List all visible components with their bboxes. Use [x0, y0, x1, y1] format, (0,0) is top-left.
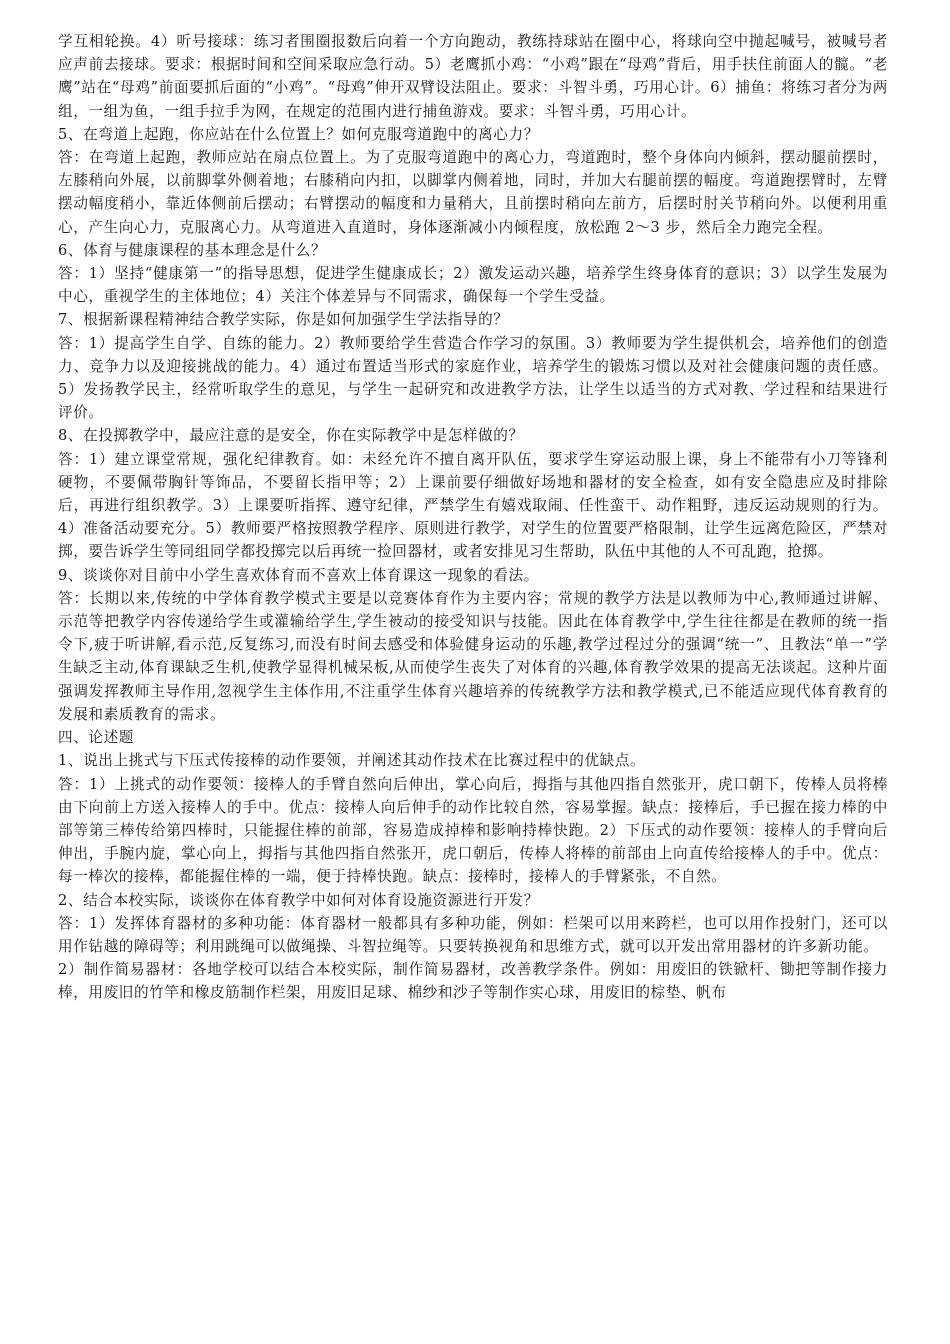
- answer-9: 答：长期以来,传统的中学体育教学模式主要是以竞赛体育作为主要内容；常规的教学方法是以教师为中心,教师通过讲解、示范等把教学内容传递给学生或灌输给学生,学生被动的接受知识与技能。因此在体育教学中,学生往往都是在教师的统一指令下,疲于听讲解,看示范,反复练习,而没有时间去感受和体验健身运动的乐趣,教学过程过分的强调“统一”、且教法“单一”学生缺乏主动,体育课缺乏生机,使教学显得机械呆板,从而使学生丧失了对体育的兴趣,体育教学效果的提高无法谈起。这种片面强调发挥教师主导作用,忽视学生主体作用,不注重学生体育兴趣培养的传统教学方法和教学模式,已不能适应现代体育教育的发展和素质教育的需求。: [58, 589, 888, 723]
- essay-answer-1: 答：1）上挑式的动作要领：接棒人的手臂自然向后伸出，掌心向后，拇指与其他四指自然张开，虎口朝下，传棒人员将棒由下向前上方送入接棒人的手中。优点：接棒人向后伸手的动作比较自然，容易掌握。缺点：接棒后，手已握在接力棒的中部等第三棒传给第四棒时，只能握住棒的前部，容易造成掉棒和影响持棒快跑。2）下压式的动作要领：接棒人的手臂向后伸出，手腕内旋，掌心向上，拇指与其他四指自然张开，虎口朝后，传棒人将棒的前部由上向直传给接棒人的手中。优点：每一棒次的接棒，都能握住棒的一端，便于持棒快跑。缺点：接棒时，接棒人的手臂紧张，不自然。: [58, 775, 888, 886]
- essay-question-2: 2、结合本校实际，谈谈你在体育教学中如何对体育设施资源进行开发？: [58, 891, 539, 909]
- document-page: [58, 30, 888, 1005]
- question-5: 5、在弯道上起跑，你应站在什么位置上？如何克服弯道跑中的离心力？: [58, 125, 539, 143]
- question-8: 8、在投掷教学中，最应注意的是安全，你在实际教学中是怎样做的？: [58, 427, 524, 445]
- answer-5: 答：在弯道上起跑，教师应站在扇点位置上。为了克服弯道跑中的离心力，弯道跑时，整个身体向内倾斜，摆动腿前摆时，左膝稍向外展，以前脚掌外侧着地；右膝稍向内扣，以脚掌内侧着地，同时，并加大右腿前摆的幅度。弯道跑摆臂时，左臂摆动幅度稍小，靠近体侧前后摆动；右臂摆动的幅度和力量稍大，且前摆时稍向左前方，后摆时肘关节稍向外。以便利用重心，产生向心力，克服离心力。从弯道进入直道时，身体逐渐减小内倾程度，放松跑 2～3 步，然后全力跑完全程。: [58, 149, 888, 236]
- answer-6: 答：1）坚持“健康第一”的指导思想，促进学生健康成长；2）激发运动兴趣，培养学生终身体育的意识；3）以学生发展为中心，重视学生的主体地位；4）关注个体差异与不同需求，确保每一个学生受益。: [58, 265, 888, 306]
- answer-7: 答：1）提高学生自学、自练的能力。2）教师要给学生营造合作学习的氛围。3）教师要为学生提供机会，培养他们的创造力、竞争力以及迎接挑战的能力。4）通过布置适当形式的家庭作业，培养学生的锻炼习惯以及对社会健康问题的责任感。5）发扬教学民主，经常听取学生的意见，与学生一起研究和改进教学方法，让学生以适当的方式对教、学过程和结果进行评价。: [58, 334, 888, 422]
- answer-8: 答：1）建立课堂常规，强化纪律教育。如：未经允许不擅自离开队伍，要求学生穿运动服上课，身上不能带有小刀等锋利硬物，不要佩带胸针等饰品，不要留长指甲等；2）上课前要仔细做好场地和器材的安全检查，如有安全隐患应及时排除后，再进行组织教学。3）上课要听指挥、遵守纪律，严禁学生有嬉戏取闹、任性蛮干、动作粗野，违反运动规则的行为。4）准备活动要充分。5）教师要严格按照教学程序、原则进行教学，对学生的位置要严格限制，让学生远离危险区，严禁对掷，要告诉学生等同组同学都投掷完以后再统一捡回器材，或者安排见习生帮助，队伍中其他的人不可乱跑，抢掷。: [58, 450, 888, 561]
- paragraph-continuation: 学互相轮换。4）听号接球：练习者围圈报数后向着一个方向跑动，教练持球站在圈中心，将球向空中抛起喊号，被喊号者应声前去接球。要求：根据时间和空间采取应急行动。5）老鹰抓小鸡：“小鸡”跟在“母鸡”背后，用手扶住前面人的髋。“老鹰”站在“母鸡”前面要抓后面的“小鸡”。“母鸡”伸开双臂设法阻止。要求：斗智斗勇，巧用心计。6）捕鱼：将练习者分为两组，一组为鱼，一组手拉手为网，在规定的范围内进行捕鱼游戏。要求：斗智斗勇，巧用心计。: [58, 33, 888, 120]
- essay-answer-2-part-1: 答：1）发挥体育器材的多种功能：体育器材一般都具有多种功能，例如：栏架可以用来跨栏，也可以用作投射门，还可以用作钻越的障碍等；利用跳绳可以做绳操、斗智拉绳等。只要转换视角和思维方式，就可以开发出常用器材的许多新功能。: [58, 914, 888, 955]
- question-6: 6、体育与健康课程的基本理念是什么？: [58, 241, 327, 259]
- question-9: 9、谈谈你对目前中小学生喜欢体育而不喜欢上体育课这一现象的看法。: [58, 566, 539, 584]
- section-heading: 四、论述题: [58, 729, 134, 747]
- question-7: 7、根据新课程精神结合教学实际，你是如何加强学生学法指导的？: [58, 311, 509, 329]
- essay-question-1: 1、说出上挑式与下压式传接棒的动作要领，并阐述其动作技术在比赛过程中的优缺点。: [58, 752, 646, 770]
- essay-answer-2-part-2: 2）制作简易器材：各地学校可以结合本校实际，制作简易器材，改善教学条件。例如：用废旧的铁锨杆、锄把等制作接力棒，用废旧的竹竿和橡皮筋制作栏架，用废旧足球、棉纱和沙子等制作实心球，用废旧的棕垫、帆布: [58, 961, 888, 1002]
